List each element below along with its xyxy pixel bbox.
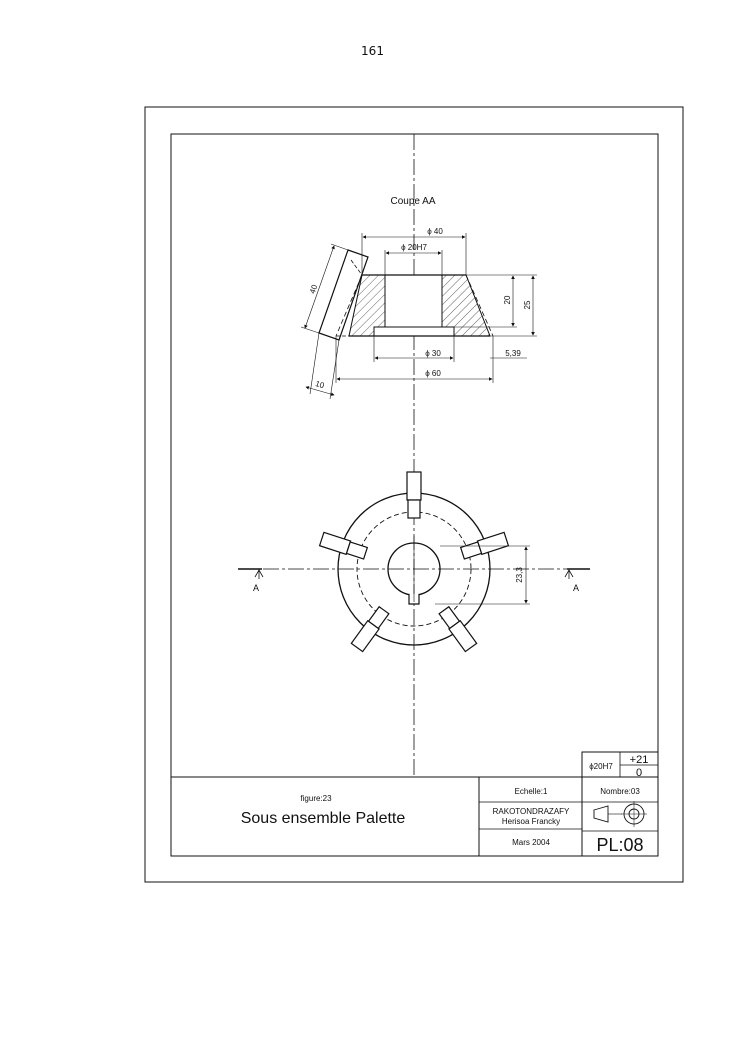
dim-d40: ϕ 40 [427,227,443,236]
ext-40-bottom [301,327,319,333]
tolerance-lower: 0 [635,767,643,779]
dim-d30: ϕ 30 [425,349,441,358]
dim-h20: 20 [503,295,512,305]
plate-number: PL:08 [596,835,644,855]
section-title: Coupe AA [390,196,436,207]
section-view [301,196,537,399]
counterbore [374,327,454,336]
hidden-top-line [351,260,362,275]
dim-len40: 40 [307,283,320,295]
bore [385,275,442,327]
author-first-name: Herisoa Francky [501,817,561,826]
dim-d20h7: ϕ 20H7 [401,243,427,252]
radial-finger [351,606,389,651]
quantity-label: Nombre:03 [600,787,640,796]
dim-len10: 10 [314,379,326,391]
dim-off539: 5,39 [505,349,521,358]
tolerance-upper: +21 [629,754,649,766]
section-arrow-right [565,569,573,579]
scale-label: Echelle:1 [514,787,548,796]
title-block [171,752,658,856]
ext-10-right [330,340,339,399]
section-marker-left: A [253,583,260,593]
tolerance-label: ϕ20H7 [589,762,613,771]
author-last-name: RAKOTONDRAZAFY [492,807,570,816]
section-marker-right: A [573,583,580,593]
radial-finger [320,532,368,560]
page-number: 161 [361,44,384,58]
figure-label: figure:23 [300,794,332,803]
radial-finger [407,472,421,518]
dim-h233: 23,3 [515,567,524,583]
drawing-title: Sous ensemble Palette [240,810,406,827]
dim-h25: 25 [523,300,532,310]
date-label: Mars 2004 [512,838,550,847]
section-arrow-left [255,569,263,579]
radial-finger [438,606,476,651]
first-angle-projection-icon [594,801,647,827]
dim-d60: ϕ 60 [425,369,441,378]
